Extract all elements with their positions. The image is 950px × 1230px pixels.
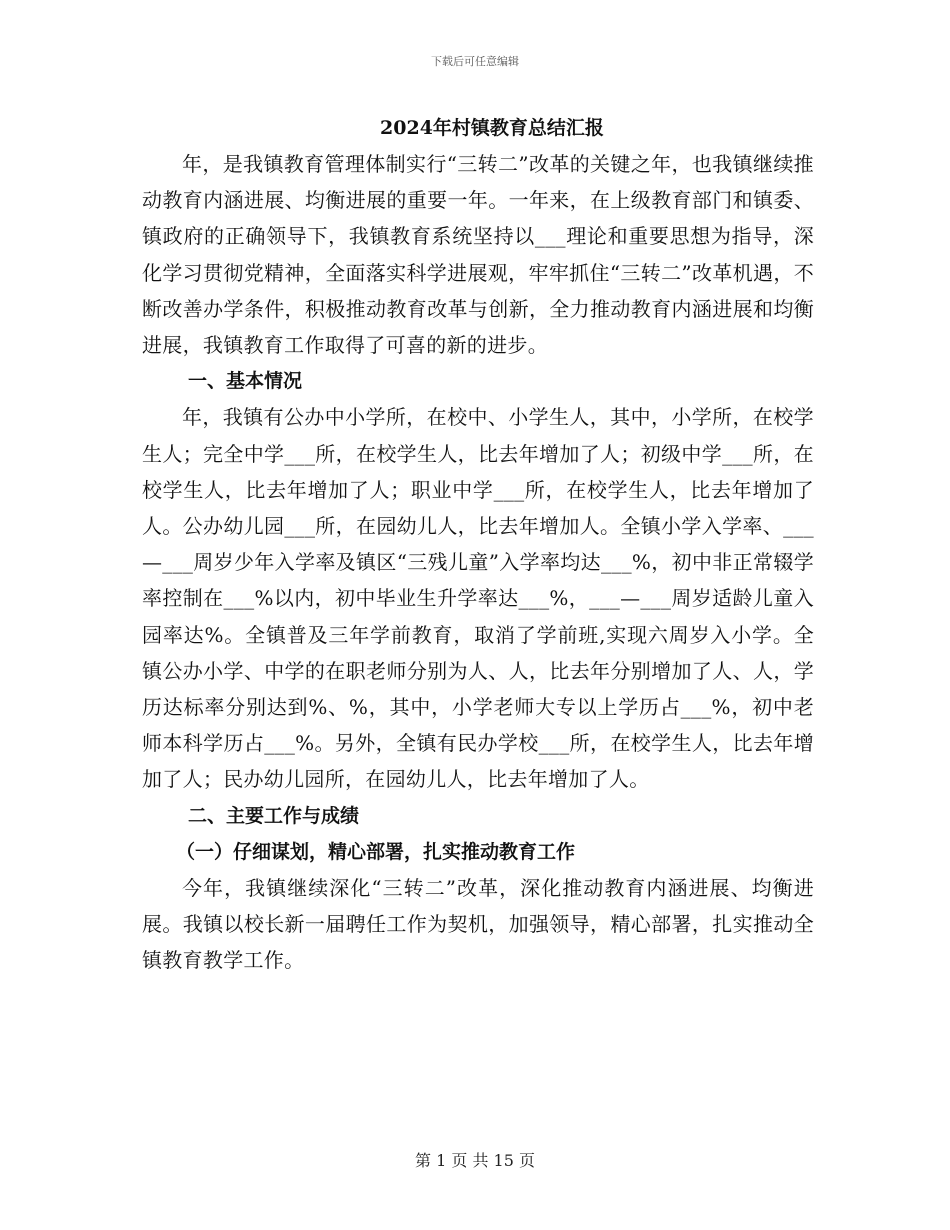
document-body [142, 110, 814, 979]
document-title: 2024年村镇教育总结汇报 [380, 117, 604, 139]
intro-paragraph: 年，是我镇教育管理体制实行“三转二”改革的关键之年，也我镇继续推动教育内涵进展、均衡进展的重要一年。一年来，在上级教育部门和镇委、镇政府的正确领导下，我镇教育系统坚持以___理论和重要思想为指导，深化学习贯彻党精神，全面落实科学进展观，牢牢抓住“三转二”改革机遇，不断改善办学条件，积极推动教育改革与创新，全力推动教育内涵进展和均衡进展，我镇教育工作取得了可喜的新的进步。 [142, 152, 814, 358]
basic-situation-paragraph: 年，我镇有公办中小学所，在校中、小学生人，其中，小学所，在校学生人；完全中学___所，在校学生人，比去年增加了人；初级中学___所，在校学生人，比去年增加了人；职业中学___所，在校学生人，比去年增加了人。公办幼儿园___所，在园幼儿人，比去年增加人。全镇小学入学率、___—___周岁少年入学率及镇区“三残儿童”入学率均达___%，初中非正常辍学率控制在___%以内，初中毕业生升学率达___%，___—___周岁适龄儿童入园率达%。全镇普及三年学前教育，取消了学前班,实现六周岁入小学。全镇公办小学、中学的在职老师分别为人、人，比去年分别增加了人、人，学历达标率分别达到%、%，其中，小学老师大专以上学历占___%，初中老师本科学历占___%。另外，全镇有民办学校___所，在校学生人，比去年增加了人；民办幼儿园所，在园幼儿人，比去年增加了人。 [142, 405, 814, 792]
section-heading-basic-situation: 一、基本情况 [188, 370, 303, 393]
section-heading-main-work: 二、主要工作与成绩 [188, 804, 360, 827]
page-header-note: 下载后可任意编辑 [431, 55, 519, 68]
page-number: 第 1 页 共 15 页 [415, 1151, 535, 1170]
subsection-heading-planning: （一）仔细谋划，精心部署，扎实推动教育工作 [176, 840, 576, 863]
planning-paragraph: 今年，我镇继续深化“三转二”改革，深化推动教育内涵进展、均衡进展。我镇以校长新一届聘任工作为契机，加强领导，精心部署，扎实推动全镇教育教学工作。 [142, 876, 814, 973]
